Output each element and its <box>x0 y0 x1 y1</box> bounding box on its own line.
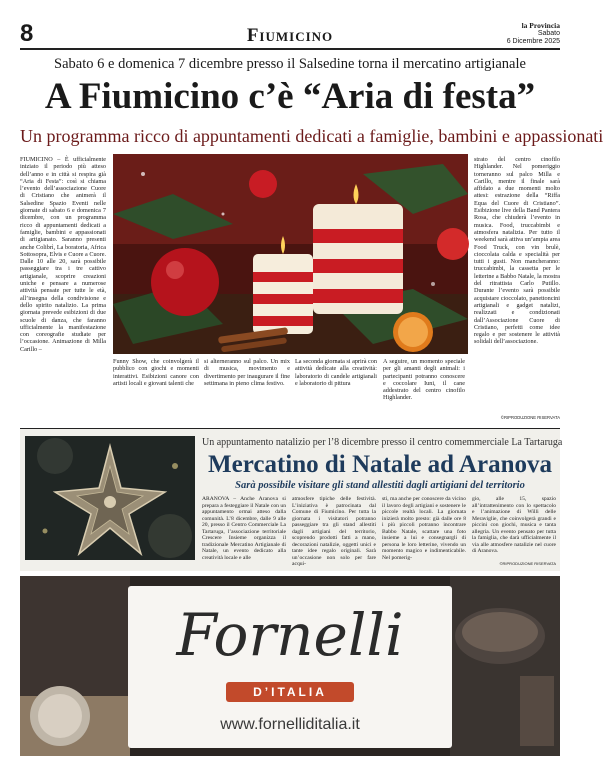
article1-credit: ©RIPRODUZIONE RISERVATA <box>500 415 560 420</box>
ornament-star-illustration <box>25 436 195 560</box>
header-rule <box>20 48 560 50</box>
article2-photo <box>25 436 195 560</box>
article2-headline: Mercatino di Natale ad Aranova <box>208 451 552 478</box>
ad-website-link[interactable]: www.fornelliditalia.it <box>220 716 360 733</box>
article1-subhead: Un programma ricco di appuntamenti dedicati a famiglie, bambini e appassionati <box>20 126 603 146</box>
article2-column-3: sti, ma anche per conoscere da vicino il lavoro degli artigiani e sostenere le piccole realtà locali. La giornata inizierà molto presto: già dalle ore 8 i più piccoli potranno incontrare Babbo Natale, scattare una foto insieme a lui e consegnargli di persona le loro letterine, vivendo un momento magico e indimenticabile. Nel pomerig- <box>382 496 466 561</box>
fornelli-advertisement[interactable] <box>20 576 560 756</box>
article2-column-4: gio, alle 15, spazio all’intrattenimento con lo spettacolo e l’animazione di Willi delle Meraviglie, che coinvolgerà grandi e piccini con giochi, musica e tanta allegria. Un evento pensato per tutta la famiglia, che darà ufficialmente il via alle atmosfere natalizie nel cuore di Aranova. <box>472 496 556 554</box>
issue-date: 6 Dicembre 2025 <box>506 38 560 45</box>
page-number: 8 <box>20 20 34 47</box>
article2-credit: ©RIPRODUZIONE RISERVATA <box>499 561 556 566</box>
article1-headline: A Fiumicino c’è “Aria di festa” <box>44 76 536 117</box>
article1-column-4: La seconda giornata si aprirà con attività dedicate alla creatività: laboratorio di candele artigianali e laboratorio di pittura <box>295 358 377 387</box>
article1-column-5: A seguire, un momento speciale per gli amanti degli animali: i partecipanti potranno conoscere e coccolare Iuni, il cane addestrato del centro cinofilo Highlander. <box>383 358 465 402</box>
article1-column-6: strato del centro cinofilo Highlander. Nel pomeriggio torneranno sul palco Milla e Carillo, mentre il finale sarà affidato a due momenti molto attesi: estrazione della “Riffa Equa del Cuore di Cristiano”. Esibizione live della Band Pantera Rosa, che chiuderà l’evento in musica. Food, truccabimbi e atmosfera natalizia. Per tutto il weekend sarà attiva un’ampia area Food Truck, con vin brulè, cioccolata calda e specialità per tutti i gusti. Non mancheranno: truccabimbi, la cassetta per le letterine a Babbo Natale, la mostra del ritrattista Carlo Putillo. Durante l’evento sarà possibile acquistare cioccolato, panettoncini artigianali e gadget natalizi, realizzati e condizionati dall’Associazione Cuore di Cristiano, perfetti come idee regalo e per sostenere le attività solidali dell’associazione. <box>474 156 560 346</box>
ad-brand-logo: Fornelli <box>176 601 404 669</box>
section-title: Fiumicino <box>246 25 334 46</box>
article1-column-2: Funny Show, che coinvolgerà il pubblico con giochi e momenti interattivi. Esibizioni canore con artisti locali e giovani talenti che <box>113 358 199 387</box>
article2-kicker: Un appuntamento natalizio per l’8 dicembre presso il centro comemmerciale La Tartaruga <box>202 437 563 448</box>
article1-column-1: FIUMICINO – È ufficialmente iniziato il periodo più atteso dell’anno e in città si respira già “Aria di Festa”: così si chiama l’evento dell’associazione Cuore di Cristiano che animerà il Salsedine Spazio Eventi nelle giornate di sabato 6 e domenica 7 dicembre, con un programma ricco di appuntamenti dedicati a famiglie, bambini e appassionati di artigianato. Saranno presenti anche Colibrì, La boratoria, Africa Sottosopra, Elvis e Cuore a Cuore. Dalle 10 alle 20, sarà possibile passeggiare tra i tre cattivo artigianale, scoprire creazioni uniche e pensare a numerose attività pensate per tutte le età, all’insegna della condivisione e dello spirito natalizio. La prima giornata prevede esibizioni di due scuole di danza, che faranno ufficialmente la manifestazione con coreografie studiate per l’occasione. Animazione di Milla Carillo – <box>20 156 106 353</box>
ad-tagline: D’ITALIA <box>253 685 327 699</box>
issue-day: Sabato <box>537 30 560 37</box>
article1-column-3: si alterneranno sul palco. Un mix di musica, movimento e divertimento per inaugurare il fine settimana in pieno clima festivo. <box>204 358 290 387</box>
article2-column-1: ARANOVA – Anche Aranova si prepara a festeggiare il Natale con un appuntamento ormai atteso dalla comunità. L’8 dicembre, dalle 9 alle 20, presso il Centro Commerciale La Tartaruga, l’associazione territoriale Crescere Insieme organizza il tradizionale Mercatino Artigianale di Natale, un evento dedicato alla creatività locale e alle <box>202 496 286 561</box>
masthead: la Provincia <box>521 21 560 30</box>
article2-subhead: Sarà possibile visitare gli stand allestiti dagli artigiani del territorio <box>235 480 525 491</box>
article2-column-2: atmosfere tipiche delle festività. L’iniziativa è patrocinata dal Comune di Fiumicino. Per tutta la giornata i visitatori potranno passeggiare tra gli stand allestiti dagli artigiani del territorio, scoprendo prodotti fatti a mano, decorazioni natalizie, oggetti unici e tante idee regalo originali. Sarà un’occasione non solo per fare acqui- <box>292 496 376 567</box>
article1-photo <box>113 154 468 354</box>
article1-kicker: Sabato 6 e domenica 7 dicembre presso il Salsedine torna il mercatino artigianale <box>54 56 526 72</box>
candles-illustration <box>113 154 468 354</box>
